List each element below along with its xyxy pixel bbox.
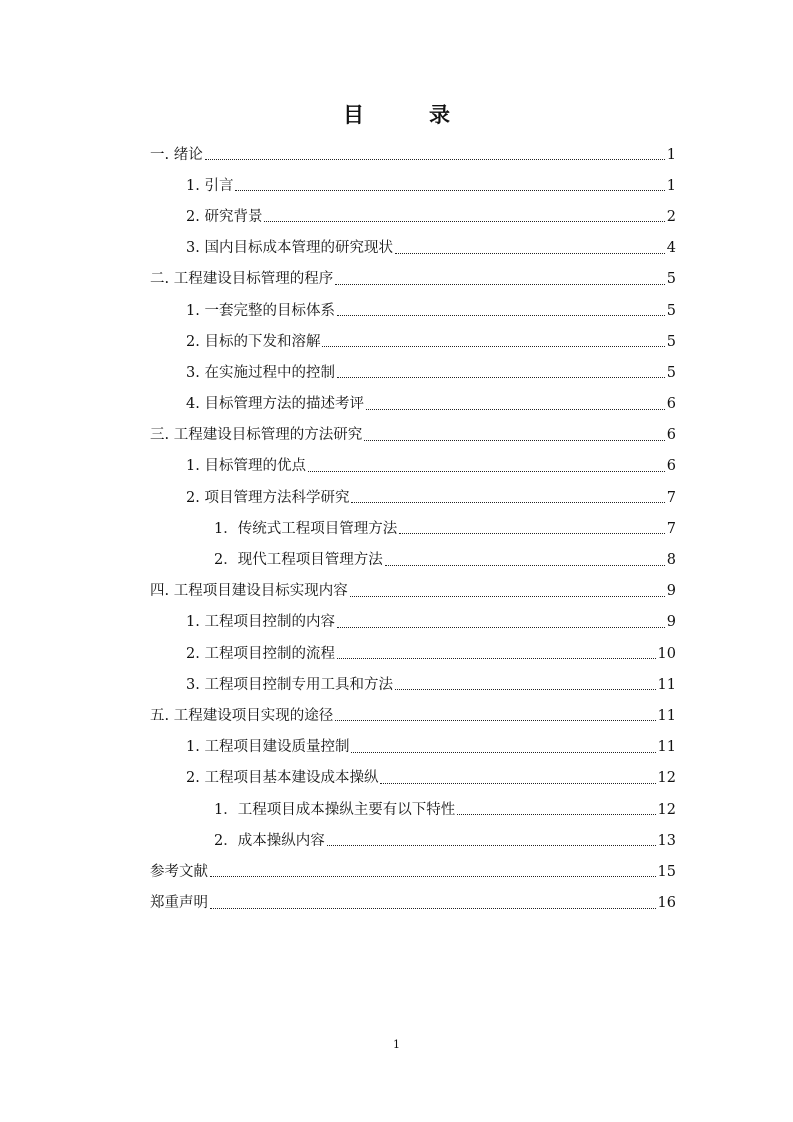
toc-entry-label: 五. 工程建设项目实现的途径 <box>150 707 334 724</box>
toc-entry-page: 1 <box>666 146 676 163</box>
toc-entry-label: 参考文献 <box>150 863 208 880</box>
toc-dot-leader <box>395 689 656 690</box>
toc-dot-leader <box>210 876 656 877</box>
toc-entry[interactable] <box>150 700 676 731</box>
toc-entry-label: 2. 工程项目控制的流程 <box>186 645 335 662</box>
toc-entry[interactable] <box>150 139 676 170</box>
toc-entry[interactable] <box>150 295 676 326</box>
toc-dot-leader <box>210 908 656 909</box>
toc-entry-label: 1. 工程项目控制的内容 <box>186 614 335 631</box>
toc-entry-page: 11 <box>657 676 676 693</box>
toc-entry-label: 2. 项目管理方法科学研究 <box>186 489 350 506</box>
toc-entry[interactable] <box>150 170 676 201</box>
toc-dot-leader <box>366 409 665 410</box>
toc-dot-leader <box>335 284 665 285</box>
toc-entry-page: 6 <box>666 458 676 475</box>
toc-dot-leader <box>364 440 665 441</box>
toc-dot-leader <box>380 783 655 784</box>
toc-entry[interactable] <box>150 888 676 919</box>
toc-entry[interactable] <box>150 825 676 856</box>
toc-dot-leader <box>351 752 655 753</box>
toc-entry-label: 1．传统式工程项目管理方法 <box>214 520 398 537</box>
toc-dot-leader <box>337 627 665 628</box>
toc-entry-page: 1 <box>666 177 676 194</box>
toc-entry-label: 二. 工程建设目标管理的程序 <box>150 271 334 288</box>
toc-entry-page: 12 <box>657 770 676 787</box>
toc-entry-label: 1. 目标管理的优点 <box>186 458 306 475</box>
toc-dot-leader <box>327 845 656 846</box>
toc-entry-page: 5 <box>666 333 676 350</box>
toc-dot-leader <box>264 221 664 222</box>
toc-dot-leader <box>205 159 665 160</box>
toc-dot-leader <box>385 565 665 566</box>
toc-entry[interactable] <box>150 763 676 794</box>
toc-entry-page: 5 <box>666 302 676 319</box>
toc-entry[interactable] <box>150 389 676 420</box>
toc-entry-page: 8 <box>666 552 676 569</box>
toc-entry-page: 2 <box>666 208 676 225</box>
toc-dot-leader <box>337 315 665 316</box>
toc-entry[interactable] <box>150 201 676 232</box>
toc-entry[interactable] <box>150 576 676 607</box>
toc-entry[interactable] <box>150 638 676 669</box>
toc-entry-label: 4. 目标管理方法的描述考评 <box>186 396 364 413</box>
toc-entry-page: 11 <box>657 707 676 724</box>
toc-entry[interactable] <box>150 732 676 763</box>
toc-entry-label: 1. 引言 <box>186 177 234 194</box>
toc-dot-leader <box>337 377 665 378</box>
toc-entry[interactable] <box>150 326 676 357</box>
toc-entry-page: 4 <box>666 240 676 257</box>
toc-entry[interactable] <box>150 451 676 482</box>
toc-entry-page: 16 <box>657 895 676 912</box>
toc-entry-page: 5 <box>666 271 676 288</box>
toc-entry-page: 7 <box>666 489 676 506</box>
toc-entry[interactable] <box>150 607 676 638</box>
toc-entry-page: 9 <box>666 583 676 600</box>
toc-entry-page: 6 <box>666 396 676 413</box>
toc-entry-label: 1．工程项目成本操纵主要有以下特性 <box>214 801 456 818</box>
page-number: 1 <box>393 1038 400 1051</box>
toc-entry-label: 3. 工程项目控制专用工具和方法 <box>186 676 393 693</box>
toc-dot-leader <box>322 346 664 347</box>
toc-dot-leader <box>308 471 665 472</box>
toc-entry-label: 郑重声明 <box>150 895 208 912</box>
toc-entry-label: 1. 工程项目建设质量控制 <box>186 739 350 756</box>
toc-dot-leader <box>337 658 656 659</box>
toc-entry[interactable] <box>150 233 676 264</box>
toc-title: 目 录 <box>343 102 472 127</box>
toc-entry-page: 12 <box>657 801 676 818</box>
toc-entry-label: 一. 绪论 <box>150 146 203 163</box>
toc-entry[interactable] <box>150 544 676 575</box>
toc-entry[interactable] <box>150 420 676 451</box>
toc-entry-label: 3. 国内目标成本管理的研究现状 <box>186 240 393 257</box>
toc-entry[interactable] <box>150 482 676 513</box>
toc-entry-page: 5 <box>666 364 676 381</box>
toc-entry-page: 10 <box>657 645 676 662</box>
toc-entry[interactable] <box>150 856 676 887</box>
toc-entry-label: 2．现代工程项目管理方法 <box>214 552 383 569</box>
toc-entry[interactable] <box>150 357 676 388</box>
toc-entry-label: 2．成本操纵内容 <box>214 832 325 849</box>
toc-entry[interactable] <box>150 794 676 825</box>
toc-entry[interactable] <box>150 264 676 295</box>
toc-dot-leader <box>395 253 665 254</box>
table-of-contents <box>150 139 676 919</box>
toc-dot-leader <box>350 596 665 597</box>
toc-dot-leader <box>457 814 655 815</box>
toc-dot-leader <box>399 533 665 534</box>
toc-entry-label: 1. 一套完整的目标体系 <box>186 302 335 319</box>
toc-dot-leader <box>351 502 664 503</box>
toc-entry-label: 四. 工程项目建设目标实现内容 <box>150 583 348 600</box>
toc-dot-leader <box>335 720 655 721</box>
toc-entry-label: 2. 研究背景 <box>186 208 263 225</box>
toc-entry-page: 11 <box>657 739 676 756</box>
toc-entry-page: 9 <box>666 614 676 631</box>
toc-entry-page: 15 <box>657 863 676 880</box>
toc-dot-leader <box>235 190 664 191</box>
toc-entry-label: 3. 在实施过程中的控制 <box>186 364 335 381</box>
toc-entry-page: 13 <box>657 832 676 849</box>
toc-entry-page: 7 <box>666 520 676 537</box>
toc-entry-label: 三. 工程建设目标管理的方法研究 <box>150 427 363 444</box>
toc-entry[interactable] <box>150 669 676 700</box>
toc-entry-label: 2. 工程项目基本建设成本操纵 <box>186 770 379 787</box>
toc-entry-page: 6 <box>666 427 676 444</box>
toc-entry-label: 2. 目标的下发和溶解 <box>186 333 321 350</box>
toc-entry[interactable] <box>150 513 676 544</box>
